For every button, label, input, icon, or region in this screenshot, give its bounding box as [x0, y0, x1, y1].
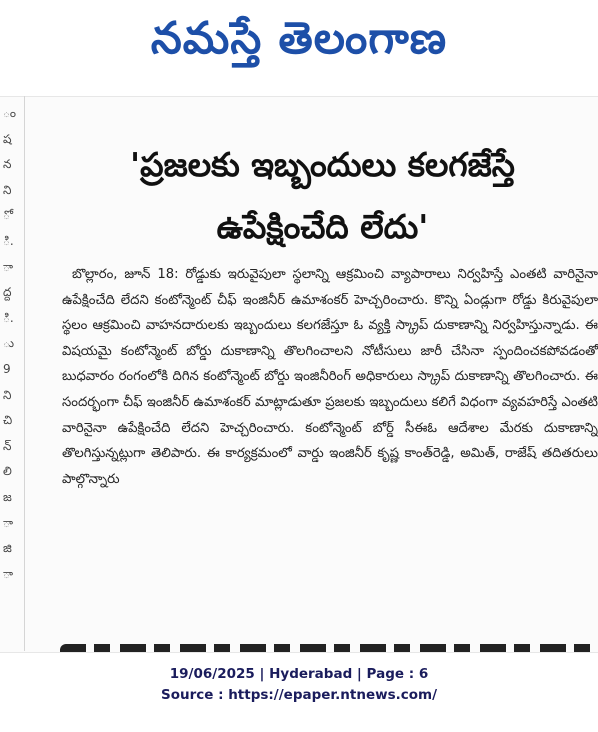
- source-footer: [0, 664, 598, 706]
- adjacent-column-fragment: [0, 96, 25, 651]
- source-url: Source : https://epaper.ntnews.com/: [160, 687, 438, 703]
- column-fragment-char: న: [3, 157, 12, 172]
- column-fragment-char: జి: [3, 541, 12, 556]
- column-fragment-char: జ: [3, 490, 12, 504]
- column-fragment-char: 9: [3, 362, 11, 376]
- column-fragment-char: న్: [3, 438, 12, 453]
- column-fragment-char: ి.: [3, 234, 14, 248]
- article-headline: [70, 134, 575, 258]
- column-fragment-char: లి: [3, 464, 12, 479]
- next-article-headline-cropped: [60, 638, 598, 652]
- edition-info: 19/06/2025 | Hyderabad | Page : 6: [169, 666, 429, 682]
- column-fragment-char: ని: [3, 182, 12, 197]
- article-body: బొల్లారం, జూన్ 18: రోడ్డుకు ఇరువైపులా స్థలాన్ని ఆక్రమించి వ్యాపారాలు నిర్వహిస్తే ఎంతటి వారినైనా ఉపేక్షించేది లేదని కంటోన్మెంట్ చీఫ్ ఇంజినీర్ ఉమాశంకర్ హెచ్చరించారు. కొన్ని ఏండ్లుగా రోడ్డు కిరువైపులా స్థలం ఆక్రమించి వాహనదారులకు ఇబ్బందులు కలగజేస్తూ ఓ వ్యక్తి స్క్రాప్ దుకాణాన్ని నిర్వహిస్తున్నాడు. ఈ విషయమై కంటోన్మెంట్ బోర్డు దుకాణాన్ని తొలగించాలని నోటీసులు జారీ చేసినా స్పందించకపోవడంతో బుధవారం రంగంలోకి దిగిన కంటోన్మెంట్ బోర్డు ఇంజినీరింగ్ అధికారులు స్క్రాప్ దుకాణాన్ని తొలగించారు. ఈ సందర్భంగా చీఫ్ ఇంజినీర్ ఉమాశంకర్ మాట్లాడుతూ ప్రజలకు ఇబ్బందులు కలిగే విధంగా వ్యవహరిస్తే ఎంతటి వారినైనా ఉపేక్షించేది లేదని హెచ్చరించారు. కంటోన్మెంట్ బోర్డ్ సీఈఓ ఆదేశాల మేరకు దుకాణాన్ని తొలగిస్తున్నట్లుగా తెలిపారు. ఈ కార్యక్రమంలో వార్డు ఇంజినీర్ కృష్ణ కాంత్‌రెడ్డి, అమిత్, రాజేష్ తదితరులు పాల్గొన్నారు: [62, 267, 598, 487]
- column-fragment-char: చి: [3, 413, 13, 428]
- column-fragment-char: ు: [3, 336, 15, 351]
- column-fragment-char: ష: [3, 131, 12, 146]
- column-fragment-char: ి.: [3, 310, 14, 325]
- column-fragment-char: ద్ద: [3, 285, 12, 300]
- headline-line-2: ఉపేక్షించేది లేదు': [216, 207, 429, 246]
- column-fragment-char: ని: [3, 387, 12, 402]
- column-fragment-char: ం: [3, 106, 17, 120]
- column-fragment-char: ో: [3, 208, 10, 223]
- column-fragment-char: ా: [3, 515, 14, 530]
- column-fragment-char: ా: [3, 566, 14, 581]
- masthead-logo: నమస్తే తెలంగాణ: [150, 13, 448, 64]
- column-fragment-char: ా: [3, 259, 14, 274]
- news-article: [48, 112, 598, 622]
- headline-line-1: 'ప్రజలకు ఇబ్బందులు కలగజేస్తే: [130, 145, 515, 184]
